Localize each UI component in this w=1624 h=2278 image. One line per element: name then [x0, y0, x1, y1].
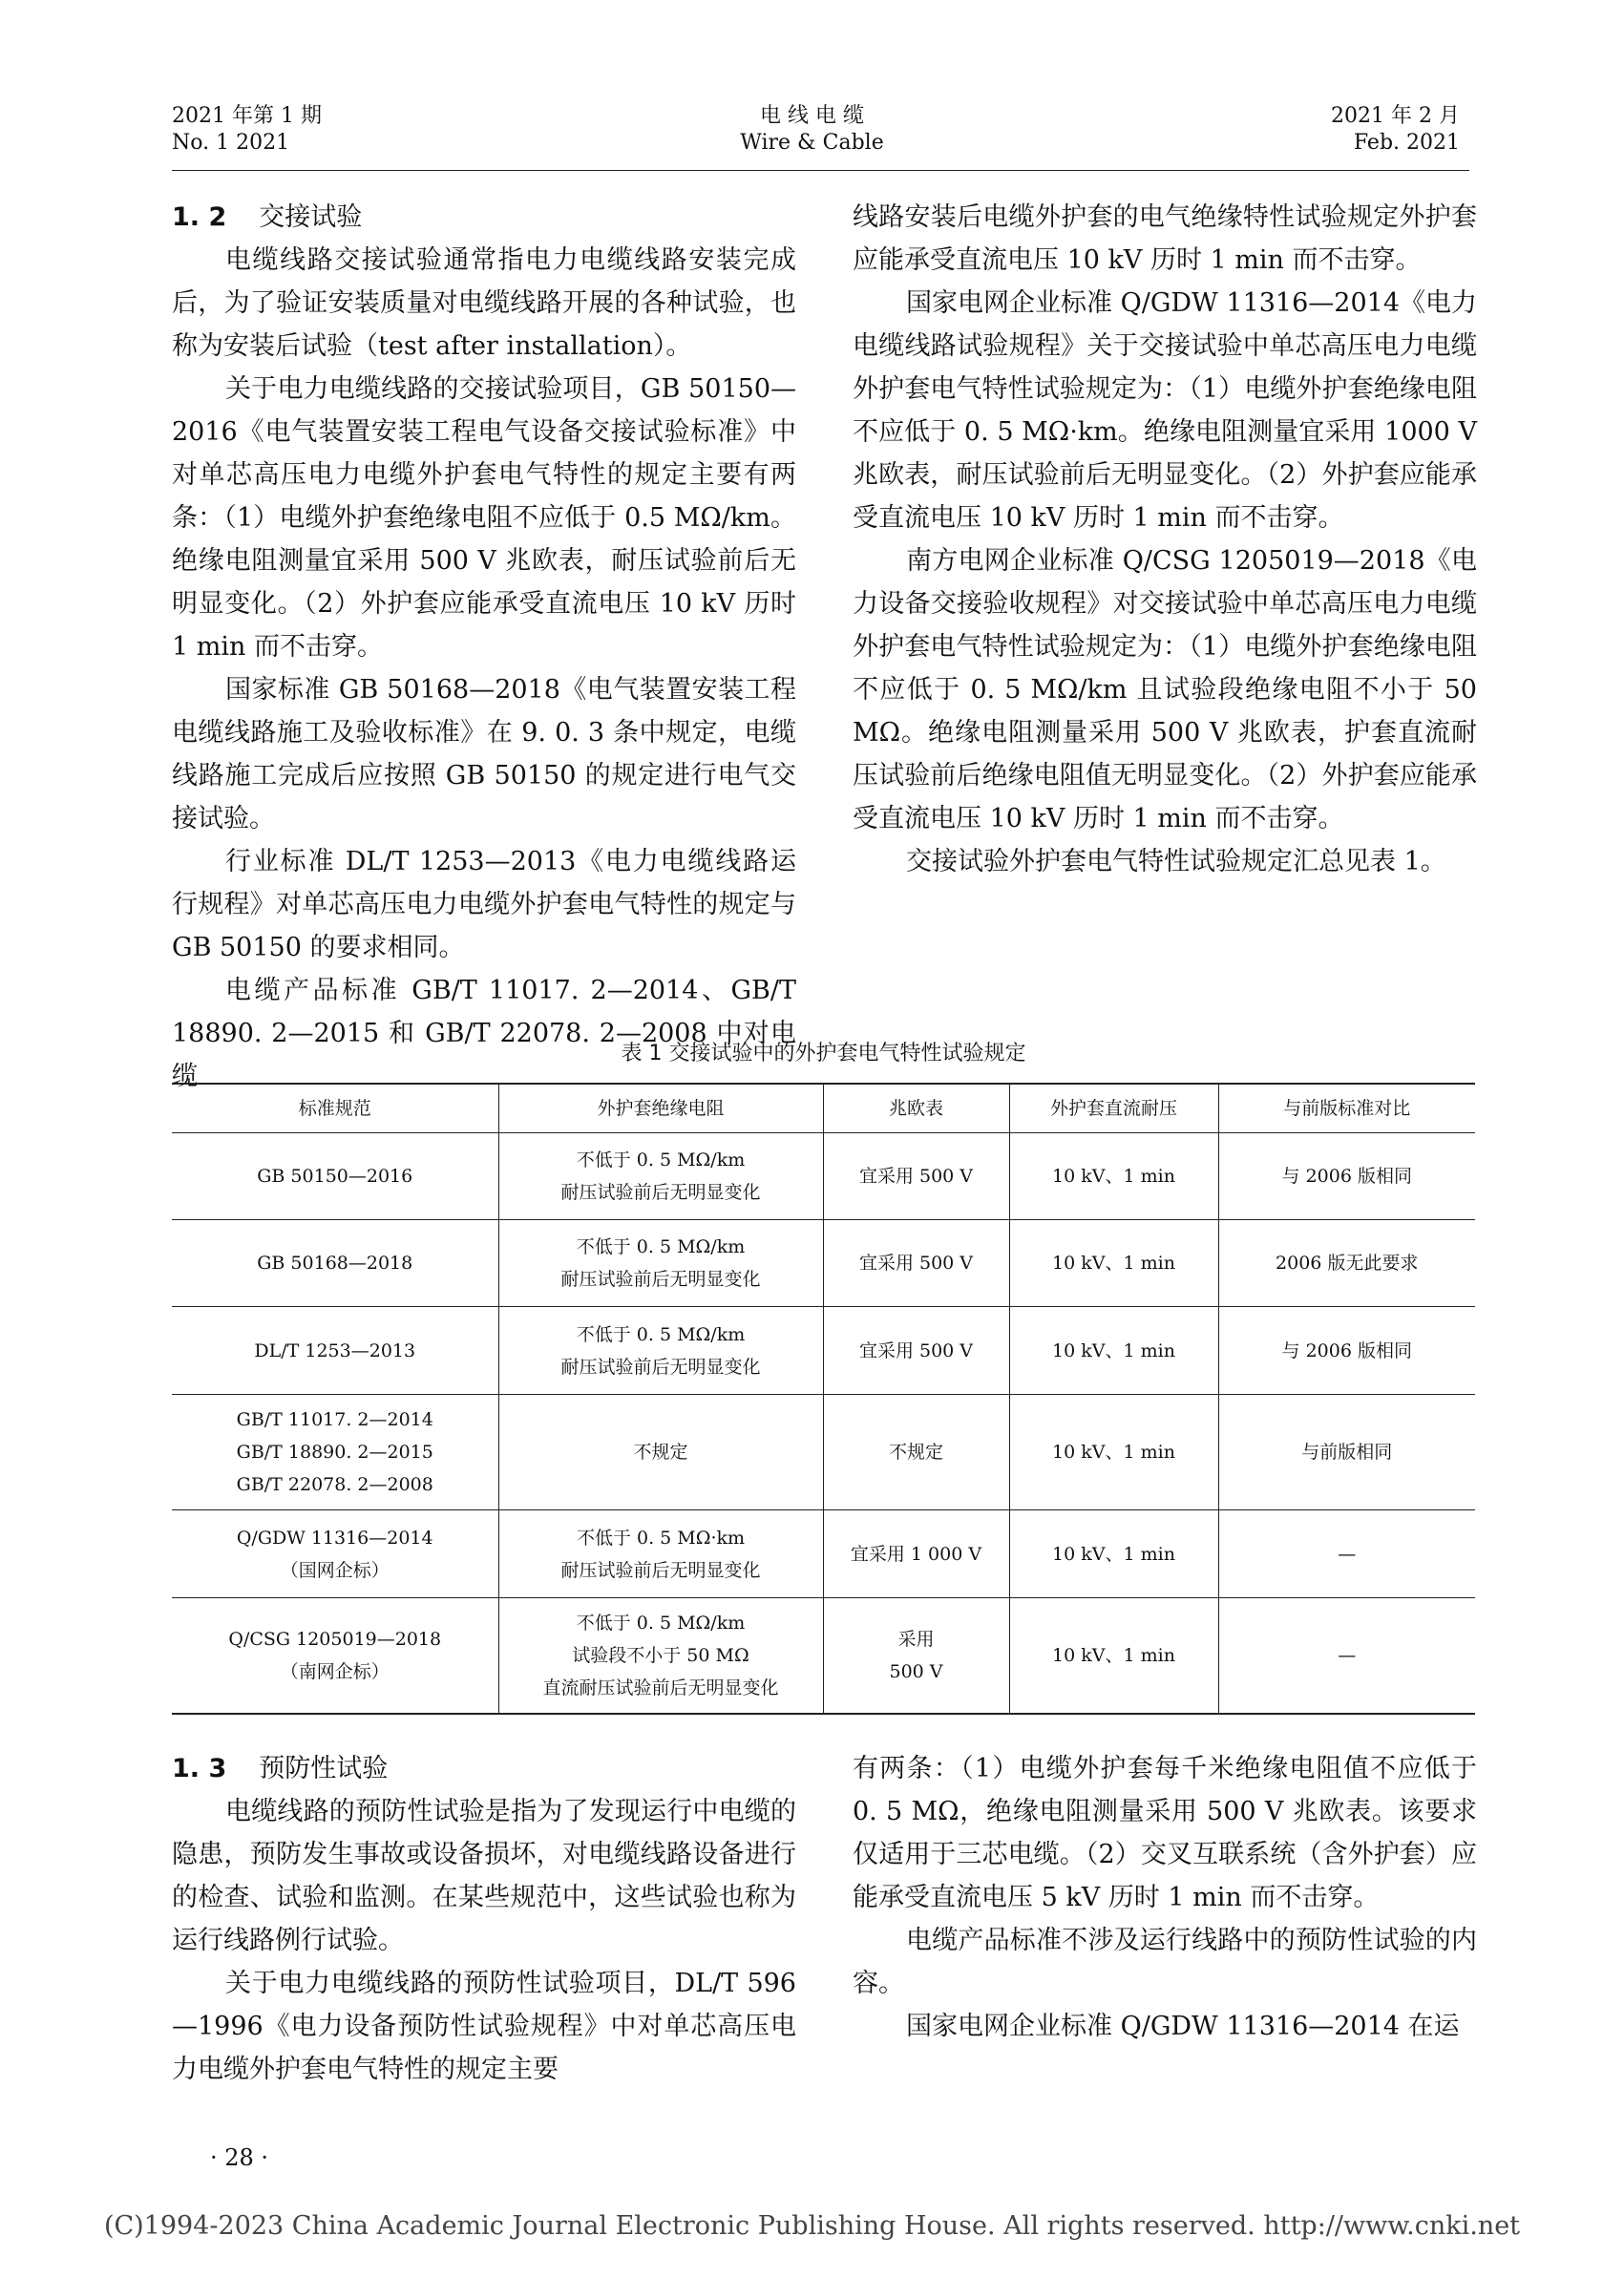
section-heading-1-2	[172, 196, 796, 239]
section-number: 1. 2	[172, 202, 227, 232]
header-journal-en: Wire & Cable	[740, 131, 884, 155]
table-cell-standard: GB 50168—2018	[172, 1220, 498, 1307]
table-cell-megger: 宜采用 500 V	[823, 1220, 1009, 1307]
table-cell-megger: 宜采用 500 V	[823, 1307, 1009, 1395]
table-caption: 表 1 交接试验中的外护套电气特性试验规定	[621, 1042, 1026, 1065]
table-cell-comparison: 与 2006 版相同	[1218, 1307, 1475, 1395]
table-cell-dc-withstand: 10 kV、1 min	[1009, 1133, 1218, 1220]
table-cell-standard: Q/CSG 1205019—2018 （南网企标）	[172, 1598, 498, 1715]
table-cell-dc-withstand: 10 kV、1 min	[1009, 1510, 1218, 1598]
table-cell-comparison: 与前版相同	[1218, 1395, 1475, 1510]
table-cell-resistance: 不低于 0. 5 MΩ/km 试验段不小于 50 MΩ 直流耐压试验前后无明显变化	[498, 1598, 823, 1715]
header-issue	[172, 103, 322, 157]
paragraph: 国家标准 GB 50168—2018《电气装置安装工程电缆线路施工及验收标准》在 9. 0. 3 条中规定，电缆线路施工完成后应按照 GB 50150 的规定进行电气交接试验。	[172, 675, 796, 833]
table-cell-standard: GB/T 11017. 2—2014 GB/T 18890. 2—2015 GB/T 22078. 2—2008	[172, 1395, 498, 1510]
table-cell-dc-withstand: 10 kV、1 min	[1009, 1307, 1218, 1395]
header-date-cn: 2021 年 2 月	[1331, 104, 1460, 128]
header-issue-en: No. 1 2021	[172, 131, 290, 155]
header-journal	[668, 103, 956, 157]
table-cell-megger: 采用 500 V	[823, 1598, 1009, 1715]
paragraph: 关于电力电缆线路的预防性试验项目，DL/T 596—1996《电力设备预防性试验规程》中对单芯高压电力电缆外护套电气特性的规定主要	[172, 1969, 796, 2084]
table-cell-comparison: —	[1218, 1510, 1475, 1598]
copyright-footer: (C)1994-2023 China Academic Journal Electronic Publishing House. All rights reserved. http://www.cnki.net	[103, 2211, 1521, 2241]
header-issue-cn: 2021 年第 1 期	[172, 104, 322, 128]
header-rule	[172, 170, 1469, 171]
page-number: · 28 ·	[210, 2144, 269, 2171]
table-cell-resistance: 不低于 0. 5 MΩ/km 耐压试验前后无明显变化	[498, 1133, 823, 1220]
data-table	[172, 1083, 1475, 1715]
table-cell-dc-withstand: 10 kV、1 min	[1009, 1598, 1218, 1715]
table-cell-dc-withstand: 10 kV、1 min	[1009, 1395, 1218, 1510]
header-date	[1331, 103, 1460, 157]
paragraph: 行业标准 DL/T 1253—2013《电力电缆线路运行规程》对单芯高压电力电缆外护套电气特性的规定与 GB 50150 的要求相同。	[172, 847, 796, 962]
table-cell-standard: DL/T 1253—2013	[172, 1307, 498, 1395]
column-header: 兆欧表	[823, 1084, 1009, 1133]
table-cell-megger: 不规定	[823, 1395, 1009, 1510]
table-cell-standard: GB 50150—2016	[172, 1133, 498, 1220]
table-row	[172, 1307, 1475, 1395]
paragraph: 关于电力电缆线路的交接试验项目，GB 50150—2016《电气装置安装工程电气设备交接试验标准》中对单芯高压电力电缆外护套电气特性的规定主要有两条：（1）电缆外护套绝缘电阻不应低于 0.5 MΩ/km。绝缘电阻测量宜采用 500 V 兆欧表，耐压试验前后无明显变化。（2）外护套应能承受直流电压 10 kV 历时 1 min 而不击穿。	[172, 374, 797, 662]
header-date-en: Feb. 2021	[1353, 131, 1460, 155]
table-cell-resistance: 不规定	[498, 1395, 823, 1510]
right-column-upper	[853, 196, 1477, 1036]
table-cell-megger: 宜采用 1 000 V	[823, 1510, 1009, 1598]
header-journal-cn: 电 线 电 缆	[760, 104, 864, 128]
left-column-upper	[172, 196, 797, 1091]
table-cell-standard: Q/GDW 11316—2014 （国网企标）	[172, 1510, 498, 1598]
table-cell-comparison: 2006 版无此要求	[1218, 1220, 1475, 1307]
table-cell-resistance: 不低于 0. 5 MΩ/km 耐压试验前后无明显变化	[498, 1307, 823, 1395]
right-column-lower	[853, 1747, 1477, 2167]
table-cell-comparison: —	[1218, 1598, 1475, 1715]
column-header: 外护套绝缘电阻	[498, 1084, 823, 1133]
column-header: 外护套直流耐压	[1009, 1084, 1218, 1133]
paragraph: 国家电网企业标准 Q/GDW 11316—2014《电力电缆线路试验规程》关于交接试验中单芯高压电力电缆外护套电气特性试验规定为：（1）电缆外护套绝缘电阻不应低于 0. 5 MΩ·km。绝缘电阻测量宜采用 1000 V 兆欧表，耐压试验前后无明显变化。（2）外护套应能承受直流电压 10 kV 历时 1 min 而不击穿。	[853, 288, 1477, 533]
table-cell-resistance: 不低于 0. 5 MΩ/km 耐压试验前后无明显变化	[498, 1220, 823, 1307]
paragraph: 电缆产品标准不涉及运行线路中的预防性试验的内容。	[853, 1926, 1477, 1998]
table-row	[172, 1220, 1475, 1307]
table-row	[172, 1395, 1475, 1510]
section-heading-1-3	[172, 1747, 796, 1790]
table-cell-resistance: 不低于 0. 5 MΩ·km 耐压试验前后无明显变化	[498, 1510, 823, 1598]
column-header: 与前版标准对比	[1218, 1084, 1475, 1133]
table-cell-comparison: 与 2006 版相同	[1218, 1133, 1475, 1220]
paragraph: 国家电网企业标准 Q/GDW 11316—2014 在运	[906, 2012, 1460, 2041]
table-row	[172, 1598, 1475, 1715]
paragraph: 交接试验外护套电气特性试验规定汇总见表 1。	[906, 847, 1446, 876]
table-cell-dc-withstand: 10 kV、1 min	[1009, 1220, 1218, 1307]
section-title: 预防性试验	[259, 1754, 389, 1783]
table-row	[172, 1510, 1475, 1598]
table-row	[172, 1133, 1475, 1220]
column-header: 标准规范	[172, 1084, 498, 1133]
paragraph: 电缆线路的预防性试验是指为了发现运行中电缆的隐患，预防发生事故或设备损坏，对电缆线路设备进行的检查、试验和监测。在某些规范中，这些试验也称为运行线路例行试验。	[172, 1797, 796, 1955]
left-column-lower	[172, 1747, 796, 2167]
paragraph: 线路安装后电缆外护套的电气绝缘特性试验规定外护套应能承受直流电压 10 kV 历时 1 min 而不击穿。	[853, 202, 1477, 275]
paragraph: 南方电网企业标准 Q/CSG 1205019—2018《电力设备交接验收规程》对交接试验中单芯高压电力电缆外护套电气特性试验规定为：（1）电缆外护套绝缘电阻不应低于 0. 5 MΩ/km 且试验段绝缘电阻不小于 50 MΩ。绝缘电阻测量采用 500 V 兆欧表，护套直流耐压试验前后绝缘电阻值无明显变化。（2）外护套应能承受直流电压 10 kV 历时 1 min 而不击穿。	[853, 546, 1477, 833]
table-cell-megger: 宜采用 500 V	[823, 1133, 1009, 1220]
paragraph: 电缆产品标准 GB/T 11017. 2—2014、GB/T 18890. 2—2015 和 GB/T 22078. 2—2008 中对电缆	[172, 976, 796, 1091]
paragraph: 电缆线路交接试验通常指电力电缆线路安装完成后，为了验证安装质量对电缆线路开展的各种试验，也称为安装后试验（test after installation）。	[172, 245, 796, 361]
paragraph: 有两条：（1）电缆外护套每千米绝缘电阻值不应低于 0. 5 MΩ，绝缘电阻测量采用 500 V 兆欧表。该要求仅适用于三芯电缆。（2）交叉互联系统（含外护套）应能承受直流电压 5 kV 历时 1 min 而不击穿。	[853, 1754, 1477, 1912]
section-title: 交接试验	[259, 202, 363, 232]
section-number: 1. 3	[172, 1754, 227, 1783]
table-header-row	[172, 1084, 1475, 1133]
